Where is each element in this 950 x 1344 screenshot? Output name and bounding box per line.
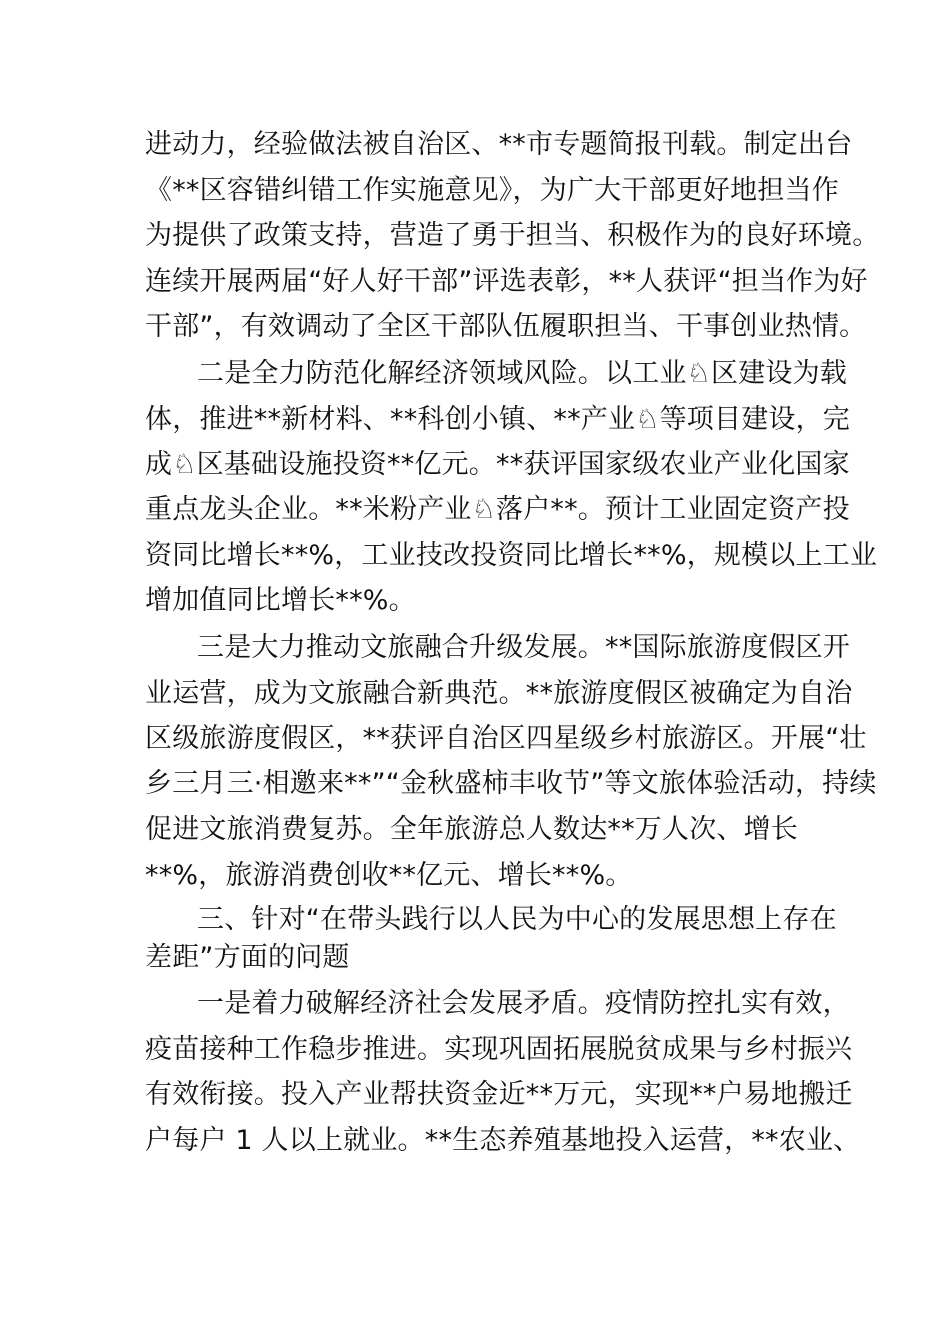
text-line: 《**区容错纠错工作实施意见》，为广大干部更好地担当作	[145, 175, 839, 206]
text-line: 区级旅游度假区，**获评自治区四星级乡村旅游区。开展“壮	[145, 723, 867, 754]
text-line: 为提供了政策支持，营造了勇于担当、积极作为的良好环境。	[145, 220, 880, 251]
section-heading-line: 差距”方面的问题	[145, 942, 350, 973]
text-line: **%，旅游消费创收**亿元、增长**%。	[145, 860, 633, 891]
text-line: 进动力，经验做法被自治区、**市专题简报刊载。制定出台	[145, 129, 853, 160]
text-line: 有效衔接。投入产业帮扶资金近**万元，实现**户易地搬迁	[145, 1079, 853, 1110]
text-line: 体，推进**新材料、**科创小镇、**产业♘等项目建设，完	[145, 404, 851, 435]
text-line: 户每户 1 人以上就业。**生态养殖基地投入运营，**农业、	[145, 1125, 861, 1156]
paragraph-start-line: 三是大力推动文旅融合升级发展。**国际旅游度假区开	[197, 632, 850, 663]
text-line: 增加值同比增长**%。	[145, 585, 416, 616]
paragraph-start-line: 二是全力防范化解经济领域风险。以工业♘区建设为载	[197, 358, 848, 389]
text-line: 促进文旅消费复苏。全年旅游总人数达**万人次、增长	[145, 814, 798, 845]
text-line: 连续开展两届“好人好干部”评选表彰，**人获评“担当作为好	[145, 266, 868, 297]
text-line: 疫苗接种工作稳步推进。实现巩固拓展脱贫成果与乡村振兴	[145, 1034, 853, 1065]
text-line: 成♘区基础设施投资**亿元。**获评国家级农业产业化国家	[145, 449, 850, 480]
text-line: 乡三月三·相邀来**”“金秋盛柿丰收节”等文旅体验活动，持续	[145, 768, 877, 799]
paragraph-start-line: 一是着力破解经济社会发展矛盾。疫情防控扎实有效，	[197, 988, 850, 1019]
text-line: 干部”，有效调动了全区干部队伍履职担当、干事创业热情。	[145, 311, 867, 342]
text-line: 业运营，成为文旅融合新典范。**旅游度假区被确定为自治	[145, 678, 853, 709]
section-heading-line: 三、针对“在带头践行以人民为中心的发展思想上存在	[197, 904, 837, 935]
text-line: 资同比增长**%，工业技改投资同比增长**%，规模以上工业	[145, 540, 878, 571]
text-line: 重点龙头企业。**米粉产业♘落户**。预计工业固定资产投	[145, 494, 850, 525]
